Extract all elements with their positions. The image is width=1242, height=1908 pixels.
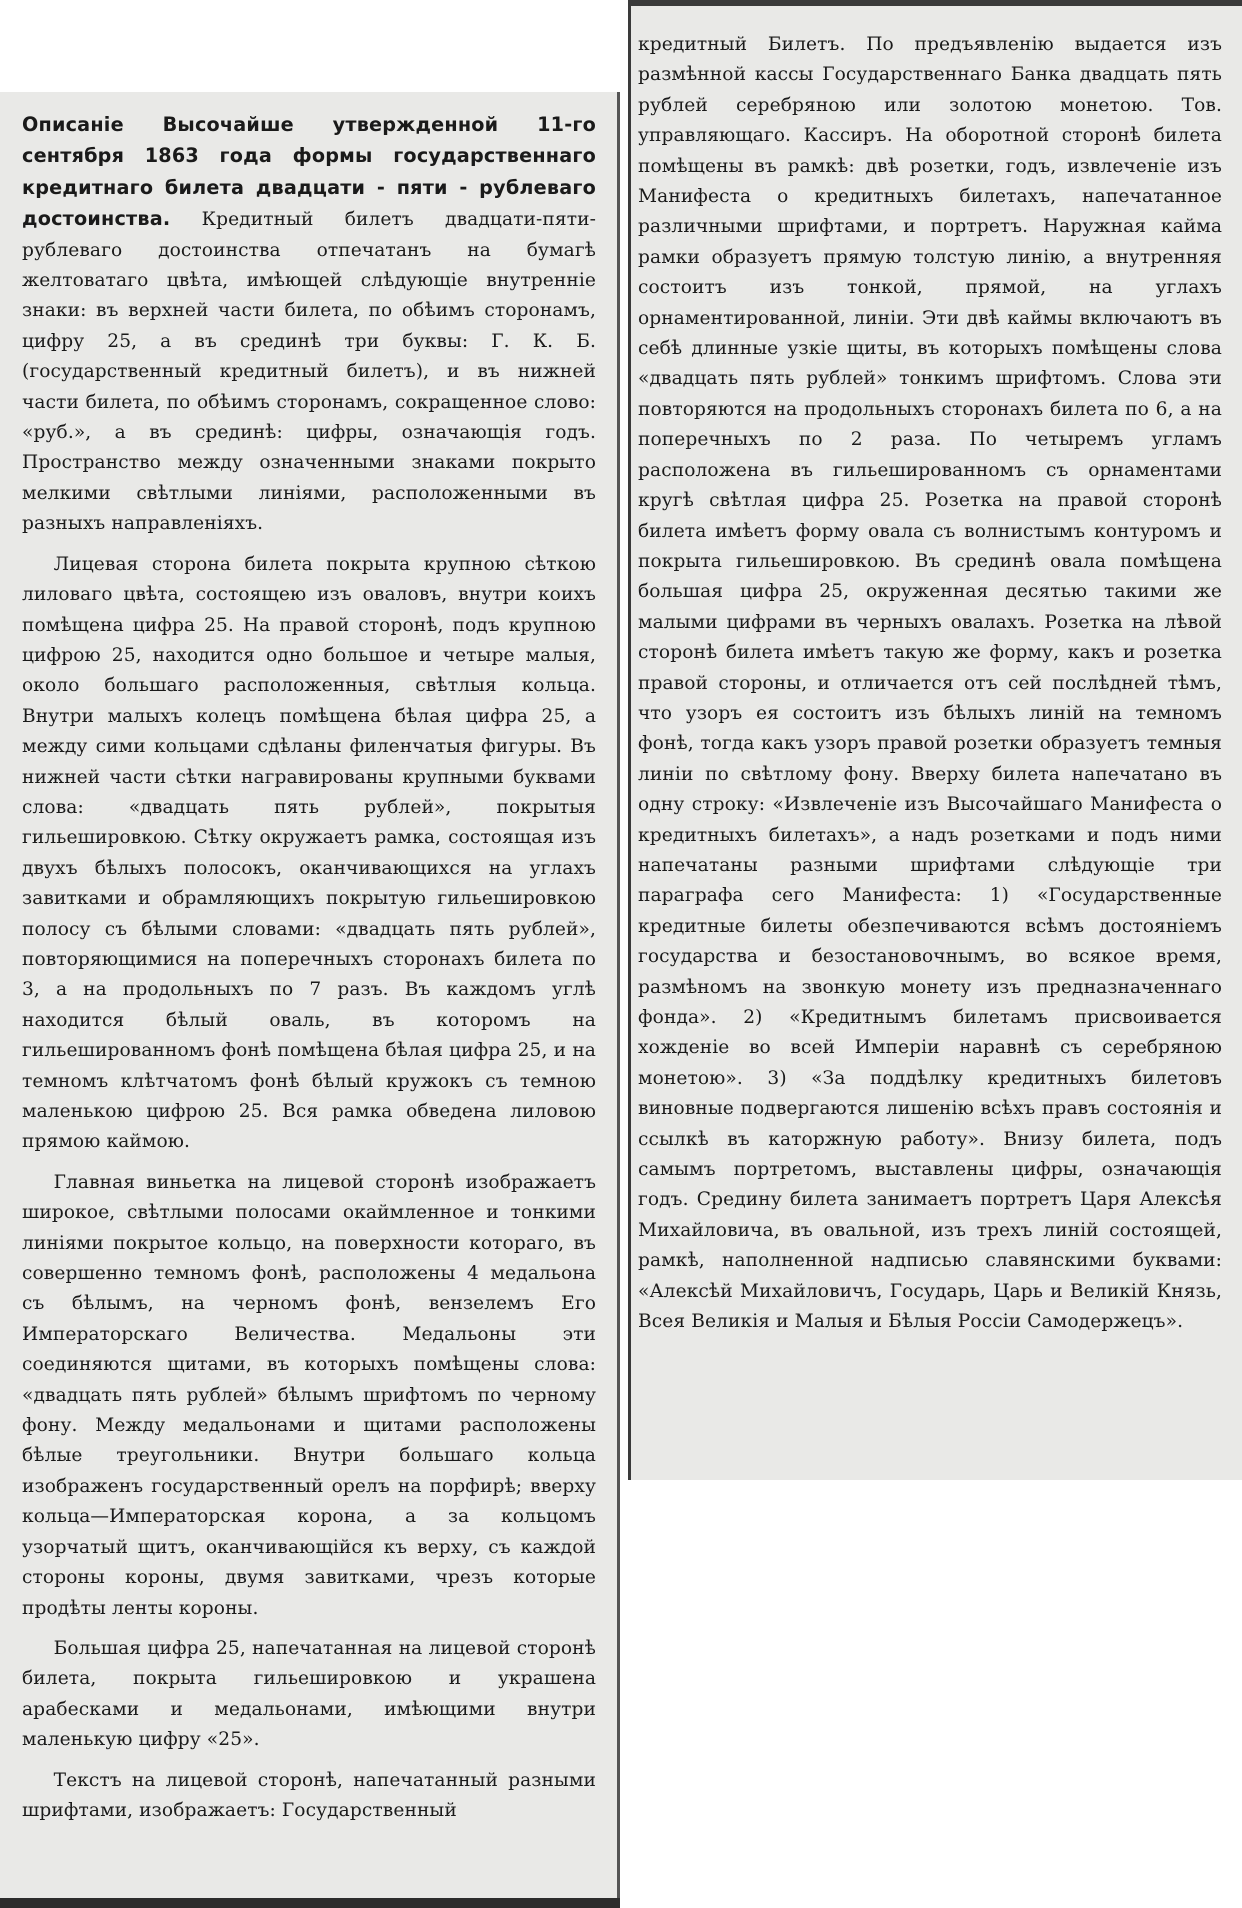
paragraph-text-face: Текстъ на лицевой сторонѣ, напечатанный разными шрифтами, изображаетъ: Государственный xyxy=(22,1769,596,1821)
column-rule xyxy=(617,92,620,1908)
paragraph-big-figure: Большая цифра 25, напечатанная на лицевой сторонѣ билета, покрыта гильешировкою и украшена арабесками и медальонами, имѣющими внутри маленькую цифру «25». xyxy=(22,1637,596,1751)
left-column xyxy=(22,110,596,1826)
bottom-border xyxy=(0,1898,620,1908)
paragraph-face-side: Лицевая сторона билета покрыта крупною сѣткою лиловаго цвѣта, состоящею изъ оваловъ, внутри коихъ помѣщена цифра 25. На правой сторонѣ, подъ крупною цифрою 25, находится одно большое и четыре малыя, около большаго расположенныя, свѣтлыя кольца. Внутри малыхъ колецъ помѣщена бѣлая цифра 25, а между сими кольцами сдѣланы филенчатыя фигуры. Въ нижней части сѣтки награвированы крупными буквами слова: «двадцать пять рублей», покрытыя гильешировкою. Сѣтку окружаетъ рамка, состоящая изъ двухъ бѣлыхъ полосокъ, оканчивающихся на углахъ завитками и обрамляющихъ покрытую гильешировкою полосу съ бѣлыми словами: «двадцать пять рублей», повторяющимися на поперечныхъ сторонахъ билета по 3, а на продольныхъ по 7 разъ. Въ каждомъ углѣ находится бѣлый оваль, въ которомъ на гильешированномъ фонѣ помѣщена бѣлая цифра 25, и на темномъ клѣтчатомъ фонѣ бѣлый кружокъ съ темною маленькою цифрою 25. Вся рамка обведена лиловою прямою каймою. xyxy=(22,553,596,1153)
paragraph-vignette: Главная виньетка на лицевой сторонѣ изображаетъ широкое, свѣтлыми полосами окаймленное и тонкими линіями покрытое кольцо, на поверхности котораго, въ совершенно темномъ фонѣ, расположены 4 медальона съ бѣлымъ, на черномъ фонѣ, вензелемъ Его Императорскаго Величества. Медальоны эти соединяются щитами, въ которыхъ помѣщены слова: «двадцать пять рублей» бѣлымъ шрифтомъ по черному фону. Между медальонами и щитами расположены бѣлые треугольники. Внутри большаго кольца изображенъ государственный орелъ на порфирѣ; вверху кольца—Императорская корона, а за кольцомъ узорчатый щитъ, оканчивающійся къ верху, съ каждой стороны короны, двумя завитками, чрезъ которые продѣты ленты короны. xyxy=(22,1171,596,1619)
column-rule xyxy=(628,0,631,1480)
left-clipping xyxy=(0,92,620,1908)
intro-text: Кредитный билетъ двадцати-пяти-рублеваго достоинства отпечатанъ на бумагѣ желтоватаго цвѣта, имѣющей слѣдующіе внутренніе знаки: въ верхней части билета, по обѣимъ сторонамъ, цифру 25, а въ срединѣ три буквы: Г. К. Б. (государственный кредитный билетъ), и въ нижней части билета, по обѣимъ сторонамъ, сокращенное слово: «руб.», а въ срединѣ: цифры, означающія годъ. Пространство между означенными знаками покрыто мелкими свѣтлыми линіями, расположенными въ разныхъ направленіяхъ. xyxy=(22,209,596,535)
right-clipping xyxy=(628,0,1242,1480)
paragraph-intro xyxy=(22,110,596,540)
right-column xyxy=(638,30,1222,1337)
article-title: Описаніе Высочайше утвержденной 11-го сентября 1863 года формы государственнаго кредитнаго билета двадцати - пяти - рублеваго достоинства. xyxy=(22,113,596,231)
paragraph-reverse-side: кредитный Билетъ. По предъявленію выдается изъ размѣнной кассы Государственнаго Банка двадцать пять рублей серебряною или золотою монетою. Тов. управляющаго. Кассиръ. На оборотной сторонѣ билета помѣщены въ рамкѣ: двѣ розетки, годъ, извлеченіе изъ Манифеста о кредитныхъ билетахъ, напечатанное различными шрифтами, и портретъ. Наружная кайма рамки образуетъ прямую толстую линію, а внутренняя состоитъ изъ тонкой, прямой, на углахъ орнаментированной, линіи. Эти двѣ каймы включаютъ въ себѣ длинные узкіе щиты, въ которыхъ помѣщены слова «двадцать пять рублей» тонкимъ шрифтомъ. Слова эти повторяются на продольныхъ сторонахъ билета по 6, а на поперечныхъ по 2 раза. По четыремъ угламъ расположена въ гильешированномъ съ орнаментами кругѣ свѣтлая цифра 25. Розетка на правой сторонѣ билета имѣетъ форму овала съ волнистымъ контуромъ и покрыта гильешировкою. Въ срединѣ овала помѣщена большая цифра 25, окруженная десятью такими же малыми цифрами въ черныхъ овалахъ. Розетка на лѣвой сторонѣ билета имѣетъ такую же форму, какъ и розетка правой стороны, и отличается отъ сей послѣдней тѣмъ, что узоръ ея состоитъ изъ бѣлыхъ линій на темномъ фонѣ, тогда какъ узоръ правой розетки образуетъ темныя линіи по свѣтлому фону. Вверху билета напечатано въ одну строку: «Извлеченіе изъ Высочайшаго Манифеста о кредитныхъ билетахъ», а надъ розетками и подъ ними напечатаны разными шрифтами слѣдующіе три параграфа сего Манифеста: 1) «Государственные кредитные билеты обезпечиваются всѣмъ достояніемъ государства и безостановочнымъ, во всякое время, размѣномъ на звонкую монету изъ предназначеннаго фонда». 2) «Кредитнымъ билетамъ присвоивается хожденіе во всей Имперіи наравнѣ съ серебряною монетою». 3) «За поддѣлку кредитныхъ билетовъ виновные подвергаются лишенію всѣхъ правъ состоянія и ссылкѣ въ каторжную работу». Внизу билета, подъ самымъ портретомъ, выставлены цифры, означающія годъ. Средину билета занимаетъ портретъ Царя Алексѣя Михайловича, въ овальной, изъ трехъ линій состоящей, рамкѣ, наполненной надписью славянскими буквами: «Алексѣй Михайловичъ, Государь, Царь и Великій Князь, Всея Великія и Малыя и Бѣлыя Россіи Самодержецъ». xyxy=(638,34,1222,1333)
top-border xyxy=(628,0,1242,6)
